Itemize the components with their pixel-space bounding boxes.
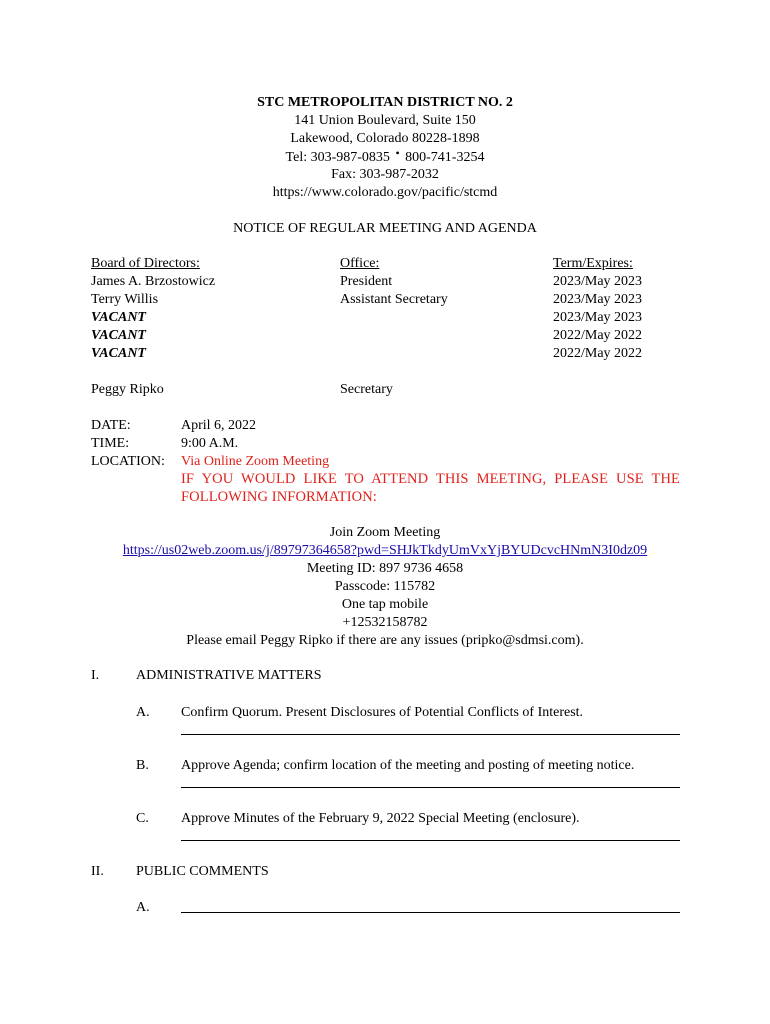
org-name: STC METROPOLITAN DISTRICT NO. 2 [257,95,513,110]
item-letter: A. [136,705,150,720]
notice-title: NOTICE OF REGULAR MEETING AND AGENDA [233,221,537,236]
section-title: ADMINISTRATIVE MATTERS [136,668,322,683]
website-line: https://www.colorado.gov/pacific/stcmd [272,185,498,200]
zoom-join-label: Join Zoom Meeting [329,525,441,540]
director-term: 2023/May 2023 [553,274,643,289]
location-value: Via Online Zoom Meeting [181,454,330,469]
address-line-2: Lakewood, Colorado 80228-1898 [290,131,480,146]
fax-line: Fax: 303-987-2032 [331,167,439,182]
directors-header: Board of Directors: [91,256,200,271]
item-letter: C. [136,811,149,826]
tel-number: Tel: 303-987-0835 [285,150,390,165]
zoom-meeting-id: Meeting ID: 897 9736 4658 [306,561,464,576]
zoom-one-tap: One tap mobile [341,597,429,612]
secretary-name: Peggy Ripko [91,382,164,397]
director-name-vacant: VACANT [91,310,146,325]
section-title: PUBLIC COMMENTS [136,864,269,879]
director-name-vacant: VACANT [91,328,146,343]
item-letter: B. [136,758,149,773]
director-name: James A. Brzostowicz [91,274,216,289]
section-numeral: II. [91,864,104,879]
director-term: 2022/May 2022 [553,328,643,343]
zoom-link-line [0,542,770,560]
notes-line [181,912,680,913]
bullet-separator: • [395,146,400,160]
item-letter: A. [136,900,150,915]
director-term: 2023/May 2023 [553,292,643,307]
notes-line [181,840,680,841]
item-text: Approve Agenda; confirm location of the meeting and posting of meeting notice. [181,758,635,773]
address-line-1: 141 Union Boulevard, Suite 150 [294,113,476,128]
office-header: Office: [340,256,380,271]
term-header: Term/Expires: [553,256,633,271]
director-term: 2023/May 2023 [553,310,643,325]
director-term: 2022/May 2022 [553,346,643,361]
director-office: President [340,274,393,289]
director-name: Terry Willis [91,292,159,307]
time-label: TIME: [91,436,130,451]
notes-line [181,787,680,788]
zoom-passcode: Passcode: 115782 [334,579,436,594]
secretary-office: Secretary [340,382,393,397]
item-text: Approve Minutes of the February 9, 2022 Special Meeting (enclosure). [181,811,580,826]
date-label: DATE: [91,418,131,433]
section-numeral: I. [91,668,100,683]
tel-alt-number: 800-741-3254 [405,150,485,165]
item-text: Confirm Quorum. Present Disclosures of Potential Conflicts of Interest. [181,705,584,720]
zoom-meeting-link[interactable]: https://us02web.zoom.us/j/89797364658?pwd=SHJkTkdyUmVxYjBYUDcvcHNmN3I0dz09 [122,543,648,558]
attend-notice: IF YOU WOULD LIKE TO ATTEND THIS MEETING, PLEASE USE THE FOLLOWING INFORMATION: [181,471,680,505]
phone-line [0,148,770,167]
zoom-email-note: Please email Peggy Ripko if there are any issues (pripko@sdmsi.com). [186,633,584,648]
date-value: April 6, 2022 [181,418,257,433]
zoom-phone: +12532158782 [342,615,428,630]
location-label: LOCATION: [91,454,165,469]
notes-line [181,734,680,735]
director-office: Assistant Secretary [340,292,448,307]
time-value: 9:00 A.M. [181,436,239,451]
director-name-vacant: VACANT [91,346,146,361]
